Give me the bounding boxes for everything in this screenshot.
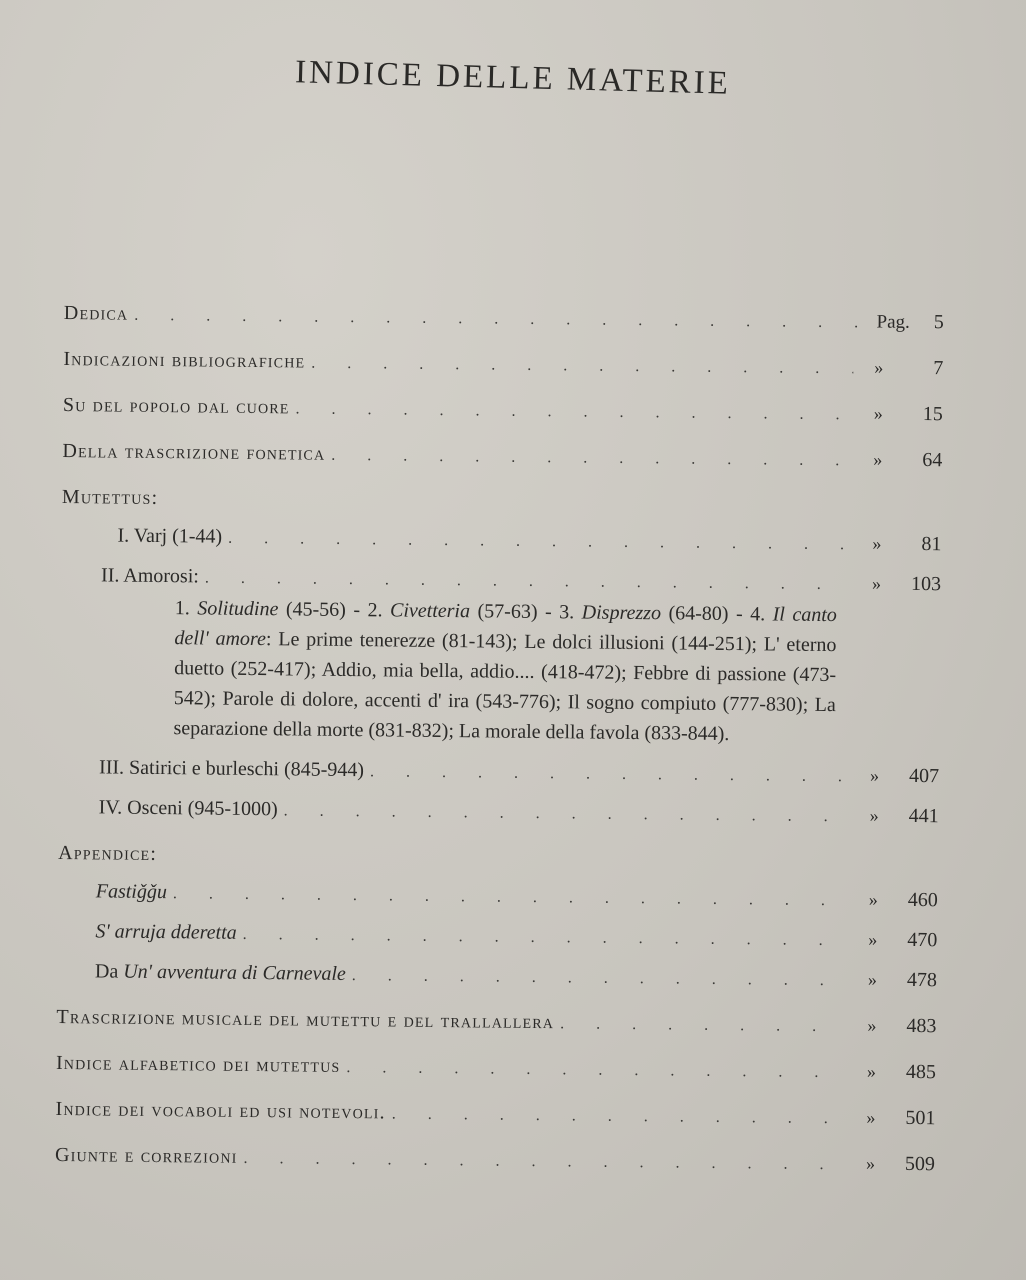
toc-entry-label: Indicazioni bibliografiche: [63, 347, 306, 373]
toc-entry-label: Su del popolo dal cuore: [62, 393, 290, 419]
subsection-number: 1.: [174, 597, 190, 620]
subsection-details: : Le prime tenerezze (81-143); Le dolci illusioni (144-251); L' eterno duetto (252-417); Addio, mia bella, addio.... (418-472); Febbre di passione (473-542); Parole di dolore, accenti d' ira (543-776); Il sogno compiuto (777-830); La separazione della morte (831-832); La morale della favola (833-844).: [173, 628, 837, 745]
page-number: 478: [906, 968, 938, 992]
ditto-mark: »: [874, 357, 884, 378]
subsection-title-civetteria: Civetteria: [389, 599, 471, 623]
ditto-mark: »: [873, 449, 883, 470]
toc-entry-label: III. Satirici e burleschi (845-944): [98, 756, 365, 782]
ditto-mark: »: [867, 969, 878, 990]
toc-entry-label: Della trascrizione fonetica: [62, 439, 326, 465]
dot-leader: [205, 565, 851, 598]
ditto-mark: »: [868, 929, 878, 950]
page-number: 407: [908, 764, 940, 788]
toc-entry-label: [57, 958, 352, 987]
toc-entry-label: S' arruja dderetta: [95, 920, 237, 944]
ditto-mark: »: [868, 889, 878, 910]
entry-title: Un' avventura di Carnevale: [123, 960, 346, 985]
toc-entry-label: Indice alfabetico dei mutettus: [55, 1051, 341, 1077]
ditto-mark: »: [871, 573, 882, 594]
toc-entry-label: II. Amorosi:: [101, 564, 200, 588]
page-number: 460: [907, 888, 938, 912]
subsection-title-solitudine: Solitudine: [197, 597, 279, 621]
page-number: 5: [933, 311, 944, 334]
toc-entry-label: Fastiǧǧu: [95, 880, 168, 904]
ditto-mark: »: [867, 1015, 877, 1036]
dot-leader: [560, 1011, 847, 1040]
toc-entry-label: Indice dei vocaboli ed usi notevoli.: [55, 1097, 386, 1124]
page-number: 7: [933, 357, 944, 380]
subsection-title-disprezzo: Disprezzo: [581, 601, 662, 625]
page-number: 441: [908, 804, 939, 828]
dot-leader: [331, 443, 852, 474]
page-number: 509: [904, 1152, 936, 1176]
section-heading: Appendice:: [58, 841, 158, 866]
dot-leader: [243, 1146, 845, 1178]
page-number: 470: [907, 928, 938, 952]
dot-leader: [370, 759, 849, 790]
table-of-contents: [55, 300, 944, 1179]
ditto-mark: »: [869, 805, 879, 826]
ditto-mark: »: [869, 765, 880, 786]
toc-entry-label: Giunte e correzioni: [54, 1143, 238, 1168]
page-number: 485: [905, 1060, 937, 1084]
section-heading: Mutettus:: [61, 485, 159, 509]
page-number: 483: [906, 1014, 937, 1038]
ditto-mark: »: [866, 1107, 876, 1128]
amorosi-subsections: [173, 593, 837, 750]
page-number: 501: [905, 1106, 936, 1130]
ditto-mark: »: [866, 1061, 877, 1082]
toc-entry-label: Trascrizione musicale del mutettu e del trallallera: [56, 1005, 555, 1034]
ditto-mark: »: [865, 1153, 876, 1174]
ditto-mark: »: [872, 533, 882, 554]
ditto-mark: »: [873, 403, 883, 424]
page-number: 103: [910, 572, 942, 596]
dot-leader: [392, 1101, 846, 1132]
subsection-range: (45-56) - 2.: [285, 598, 383, 622]
page-title: INDICE DELLE MATERIE: [294, 54, 732, 102]
page-number: 64: [922, 448, 943, 472]
toc-entry-label: Dedica: [63, 301, 129, 325]
toc-entry-label: I. Varj (1-44): [117, 524, 223, 548]
page-prefix: Pag.: [876, 311, 910, 333]
page-number: 15: [922, 403, 943, 426]
subsection-range: (57-63) - 3.: [477, 600, 575, 624]
dot-leader: [352, 963, 847, 994]
page-number: 81: [921, 532, 942, 556]
entry-prefix: Da: [94, 960, 119, 983]
subsection-range: (64-80) - 4.: [668, 602, 766, 626]
subsection-title-canto: Il canto dell' amore: [174, 603, 837, 651]
dot-leader: [346, 1055, 846, 1086]
toc-entry-label: IV. Osceni (945-1000): [98, 796, 278, 821]
